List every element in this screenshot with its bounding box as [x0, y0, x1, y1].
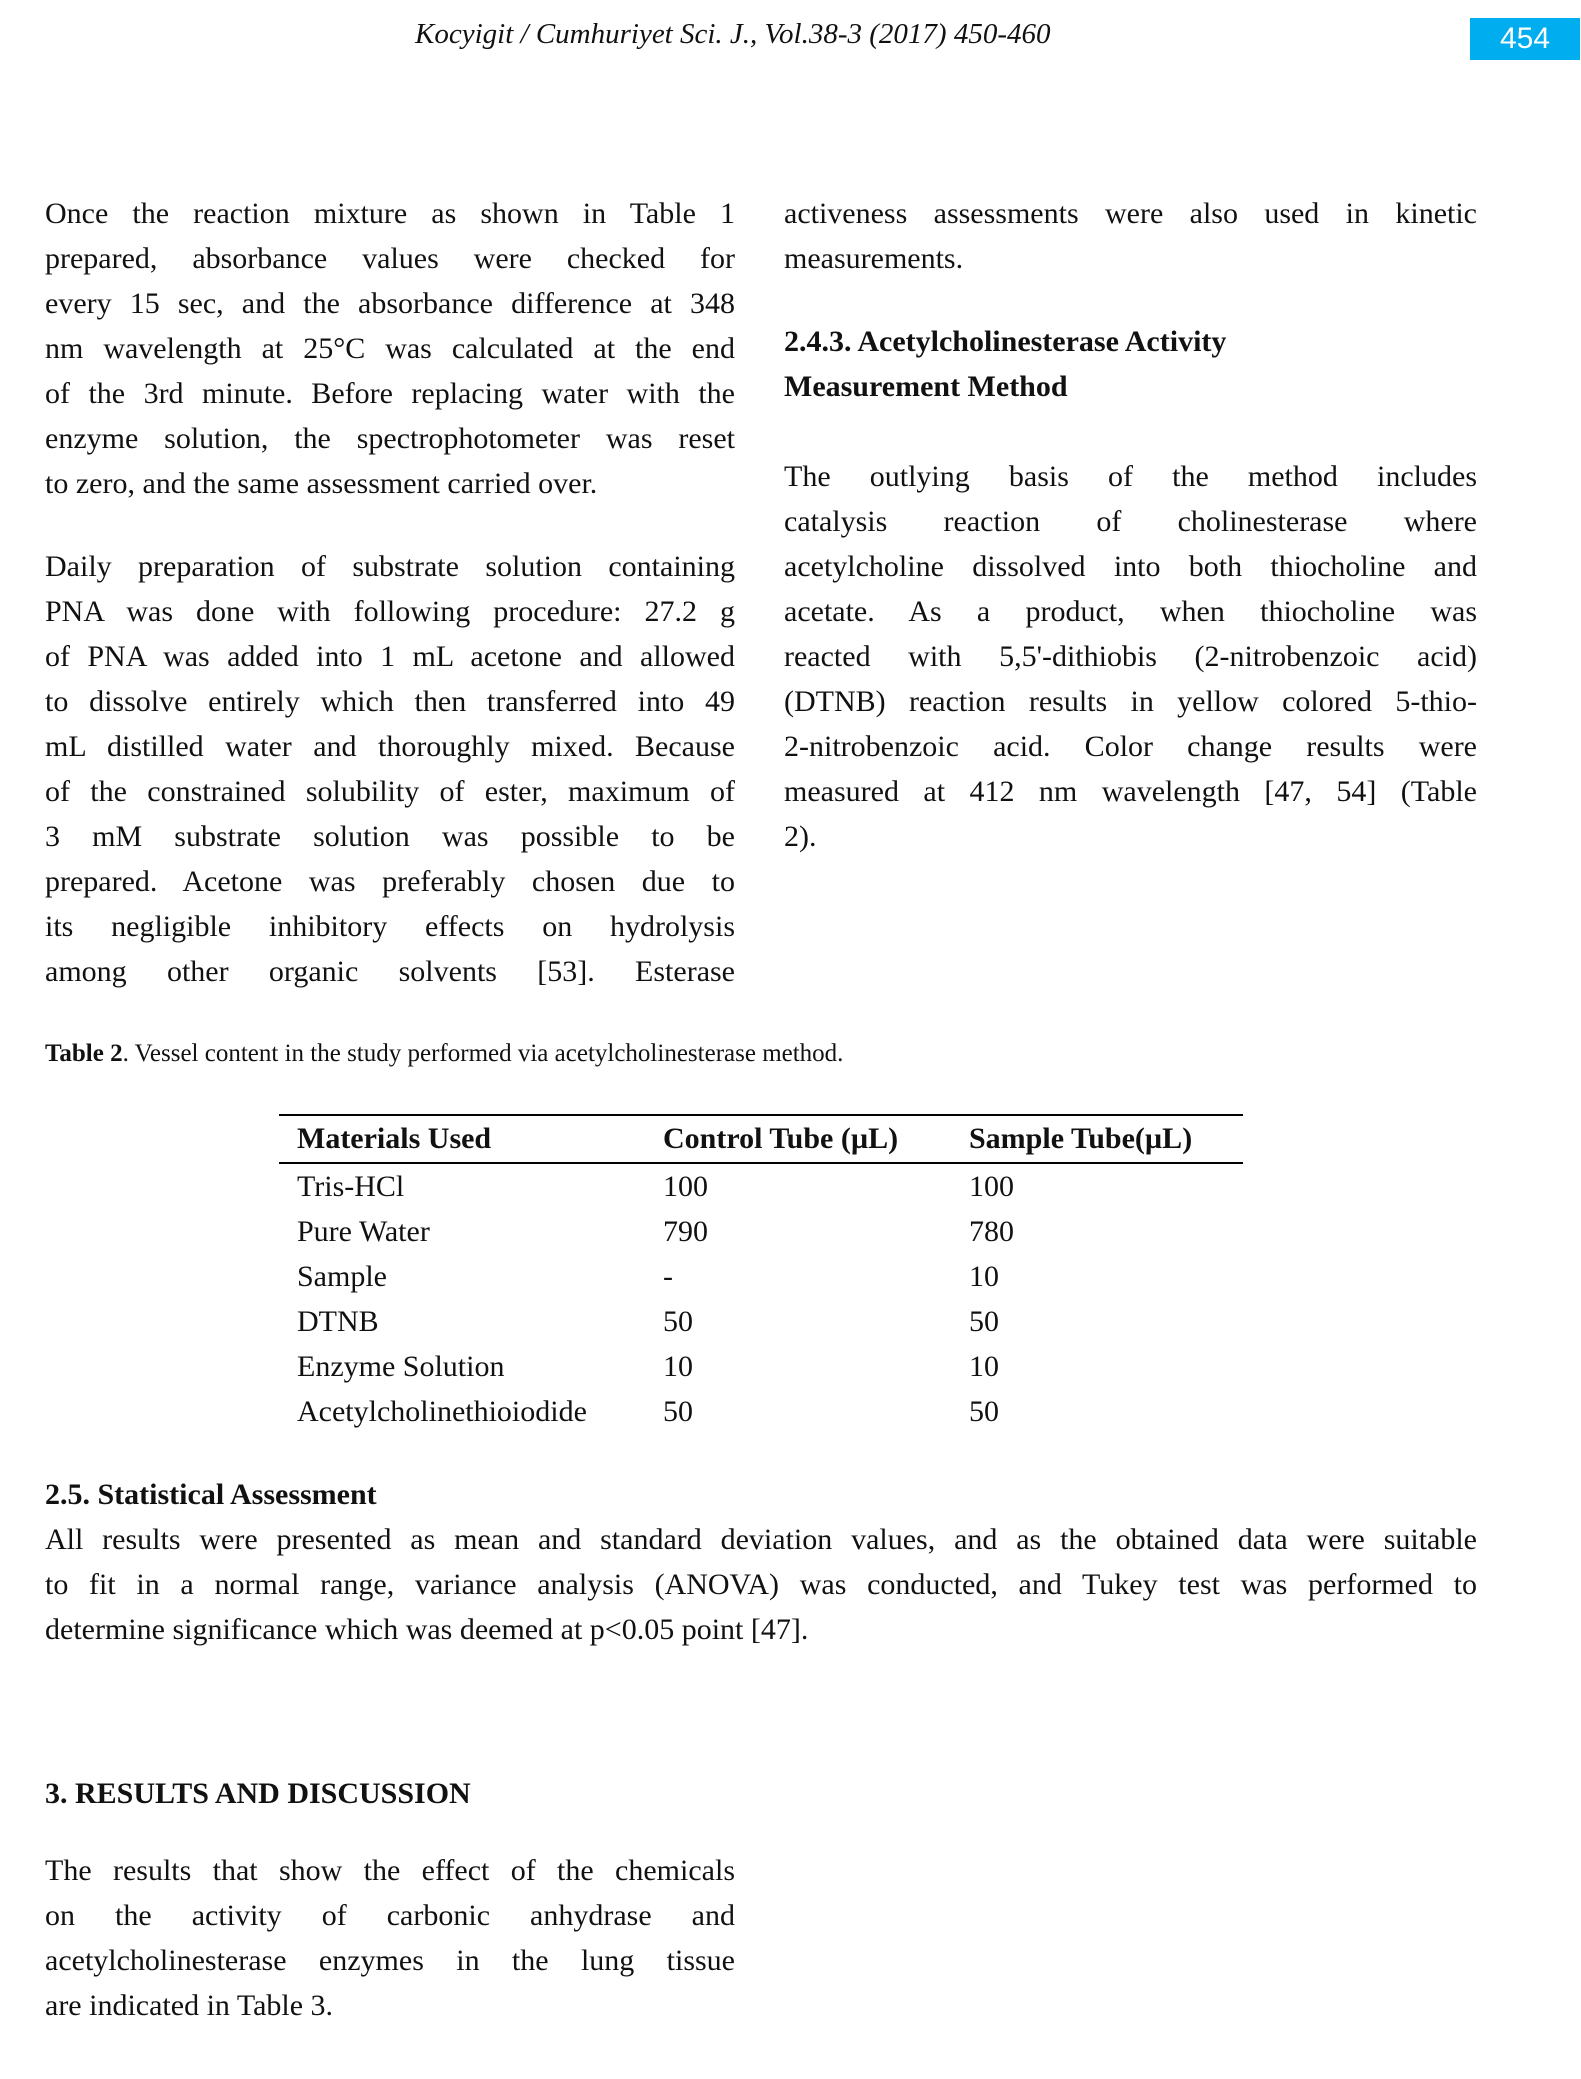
column-header: Control Tube (µL)	[645, 1115, 951, 1163]
text-line: PNA was done with following procedure: 27.2 g	[45, 595, 735, 628]
text-line: prepared, absorbance values were checked for	[45, 242, 735, 275]
section-heading: 2.5. Statistical Assessment	[45, 1478, 377, 1511]
table-caption	[45, 1040, 843, 1068]
heading-line: Measurement Method	[784, 370, 1068, 403]
text-line: its negligible inhibitory effects on hydrolysis	[45, 910, 735, 943]
right-paragraph-1	[784, 191, 1477, 281]
table-row	[279, 1389, 1243, 1434]
text-line: to fit in a normal range, variance analysis (ANOVA) was conducted, and Tukey test was performed to	[45, 1568, 1477, 1601]
text-line: of the constrained solubility of ester, maximum of	[45, 775, 735, 808]
text-line: acetate. As a product, when thiocholine was	[784, 595, 1477, 628]
text-line: 2).	[784, 820, 817, 853]
table-cell: 790	[663, 1214, 708, 1248]
text-line: of PNA was added into 1 mL acetone and allowed	[45, 640, 735, 673]
right-paragraph-2	[784, 454, 1477, 859]
table-header-row	[279, 1115, 1243, 1163]
table-cell: Pure Water	[297, 1214, 430, 1248]
text-line: 2-nitrobenzoic acid. Color change results were	[784, 730, 1477, 763]
table-cell: 10	[969, 1259, 999, 1293]
text-line: every 15 sec, and the absorbance difference at 348	[45, 287, 735, 320]
table-row	[279, 1209, 1243, 1254]
text-line: Daily preparation of substrate solution containing	[45, 550, 735, 583]
text-line: reacted with 5,5'-dithiobis (2-nitrobenzoic acid)	[784, 640, 1477, 673]
text-line: of the 3rd minute. Before replacing water with the	[45, 377, 735, 410]
page-number-badge: 454	[1470, 18, 1580, 60]
running-head: Kocyigit / Cumhuriyet Sci. J., Vol.38-3 (2017) 450-460	[415, 18, 1051, 50]
text-line: on the activity of carbonic anhydrase and	[45, 1899, 735, 1932]
section-heading-2-4-3	[784, 319, 1477, 409]
table-cell: 100	[969, 1169, 1014, 1203]
table-cell: 50	[663, 1304, 693, 1338]
table-row	[279, 1254, 1243, 1299]
text-line: measurements.	[784, 242, 964, 275]
text-line: to zero, and the same assessment carried over.	[45, 467, 598, 500]
text-line: acetylcholine dissolved into both thiocholine and	[784, 550, 1477, 583]
table-cell: Sample	[297, 1259, 387, 1293]
table-cell: Acetylcholinethioiodide	[297, 1394, 587, 1428]
table-cell: 50	[969, 1304, 999, 1338]
text-line: are indicated in Table 3.	[45, 1989, 334, 2022]
table-cell: 50	[969, 1394, 999, 1428]
table-row	[279, 1299, 1243, 1344]
section-2-5	[45, 1472, 1477, 1652]
text-line: All results were presented as mean and standard deviation values, and as the obtained data were suitable	[45, 1523, 1477, 1556]
text-line: Once the reaction mixture as shown in Table 1	[45, 197, 735, 230]
heading-line: 2.4.3. Acetylcholinesterase Activity	[784, 325, 1227, 358]
table-caption-text: . Vessel content in the study performed via acetylcholinesterase method.	[122, 1040, 844, 1067]
text-line: mL distilled water and thoroughly mixed. Because	[45, 730, 735, 763]
table-cell: 10	[969, 1349, 999, 1383]
table-row	[279, 1163, 1243, 1209]
table-cell: 10	[663, 1349, 693, 1383]
text-line: catalysis reaction of cholinesterase where	[784, 505, 1477, 538]
table-cell: 780	[969, 1214, 1014, 1248]
table-cell: 50	[663, 1394, 693, 1428]
table-cell: -	[663, 1259, 673, 1293]
table-2	[279, 1114, 1243, 1434]
text-line: acetylcholinesterase enzymes in the lung tissue	[45, 1944, 735, 1977]
column-header: Sample Tube(µL)	[951, 1115, 1243, 1163]
text-line: measured at 412 nm wavelength [47, 54] (Table	[784, 775, 1477, 808]
text-line: among other organic solvents [53]. Esterase	[45, 955, 735, 988]
column-header: Materials Used	[279, 1115, 645, 1163]
text-line: activeness assessments were also used in kinetic	[784, 197, 1477, 230]
text-line: prepared. Acetone was preferably chosen due to	[45, 865, 735, 898]
text-line: The outlying basis of the method includes	[784, 460, 1477, 493]
table-cell: Tris-HCl	[297, 1169, 405, 1203]
table-caption-label: Table 2	[45, 1040, 123, 1067]
text-line: enzyme solution, the spectrophotometer was reset	[45, 422, 735, 455]
section-heading: 3. RESULTS AND DISCUSSION	[45, 1777, 471, 1810]
text-line: The results that show the effect of the chemicals	[45, 1854, 735, 1887]
text-line: (DTNB) reaction results in yellow colored 5-thio-	[784, 685, 1477, 718]
table-cell: Enzyme Solution	[297, 1349, 505, 1383]
section-3-heading	[45, 1771, 1477, 1816]
table-row	[279, 1344, 1243, 1389]
section-3-paragraph	[45, 1848, 735, 2028]
left-paragraph-2	[45, 544, 735, 994]
text-line: to dissolve entirely which then transferred into 49	[45, 685, 735, 718]
text-line: nm wavelength at 25°C was calculated at the end	[45, 332, 735, 365]
text-line: determine significance which was deemed at p<0.05 point [47].	[45, 1613, 809, 1646]
table-cell: DTNB	[297, 1304, 379, 1338]
table-cell: 100	[663, 1169, 708, 1203]
text-line: 3 mM substrate solution was possible to be	[45, 820, 735, 853]
left-paragraph-1	[45, 191, 735, 506]
